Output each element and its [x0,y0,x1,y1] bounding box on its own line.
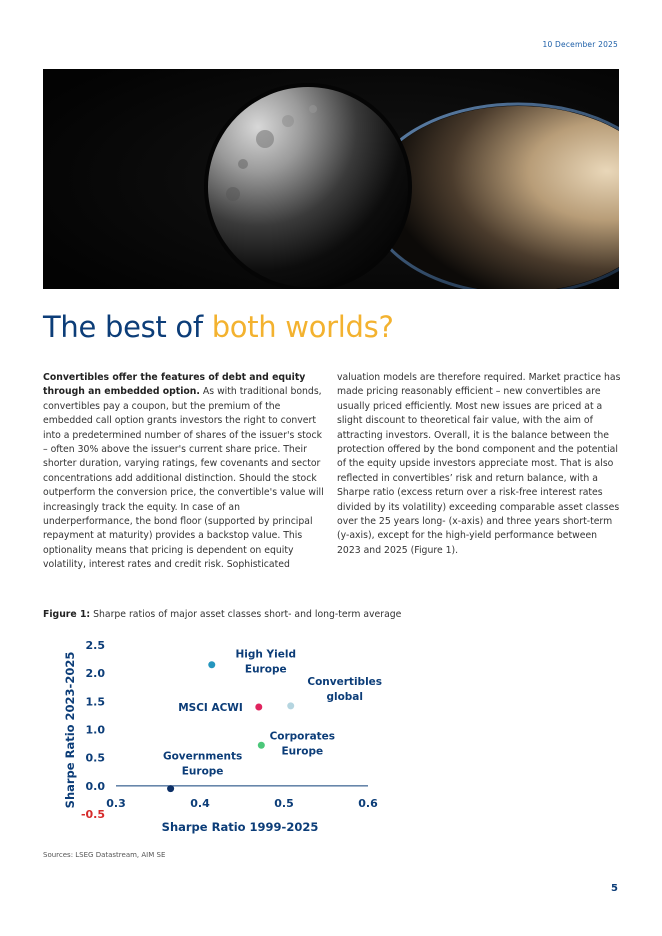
data-label: global [326,690,363,703]
data-label: Europe [244,663,287,676]
data-point-msci-acwi [255,703,262,710]
data-label: Convertibles [307,675,383,688]
x-tick-label: 0.3 [106,796,126,810]
hero-image-moon [43,69,619,289]
moon-illustration [43,69,619,289]
y-tick-label: 2.5 [85,639,105,652]
article-title [43,310,394,344]
data-point-governments-europe [167,785,174,792]
header-date: 10 December 2025 [542,40,618,49]
data-point-convertibles-global [287,702,294,709]
x-tick-label: 0.6 [358,796,378,810]
y-tick-label: 1.5 [85,695,105,709]
lead-sentence: Convertibles offer the features of debt and equity through an embedded option. [43,372,306,398]
x-tick-label: 0.4 [190,796,210,810]
data-label: Governments [162,750,243,763]
data-point-high-yield-europe [208,661,215,668]
data-point-corporates-europe [258,742,265,749]
y-tick-label: -0.5 [80,808,105,821]
data-label: Europe [281,745,324,758]
article-right-column [337,371,623,558]
y-tick-label: 1.0 [85,723,105,737]
figure-caption [43,609,401,620]
figure-sources: Sources: LSEG Datastream, AIM SE [43,851,166,859]
title-highlight: both worlds? [211,310,394,344]
page-number: 5 [611,883,618,894]
sharpe-ratio-scatter-chart [43,632,403,842]
figure-caption-text: Sharpe ratios of major asset classes short- and long-term average [90,609,402,620]
x-tick-label: 0.5 [274,796,294,810]
data-label: Corporates [269,730,336,743]
left-column-body: As with traditional bonds, convertibles pay a coupon, but the premium of the embedded call option grants investors the right to convert into a predetermined number of shares of the issuer's stock – often 30% above the issuer's current share price. Their shorter duration, varying ratings, few covenants and sector concentrations add additional distinction. Should the stock outperform the conversion price, the convertible's value will increasingly track the equity. In case of an underperformance, the bond floor (supported by principal repayment at maturity) provides a backstop value. This optionality means that pricing is dependent on equity volatility, interest rates and credit risk. Sophisticated [43,386,324,571]
y-tick-label: 0.0 [85,779,105,793]
figure-label: Figure 1: [43,609,91,620]
title-main: The best of [43,310,212,344]
y-tick-label: 0.5 [85,751,105,765]
y-axis-title: Sharpe Ratio 2023-2025 [63,651,77,809]
data-label: High Yield [235,648,297,661]
article-left-column [43,371,329,573]
right-column-body: valuation models are therefore required. Market practice has made pricing reasonably efficient – new convertibles are usually priced efficiently. Most new issues are priced at a slight discount to theoretical fair value, with the aim of attracting investors. Overall, it is the balance between the protection offered by the bond component and the potential of the equity upside investors appreciate most. That is also reflected in convertibles’ risk and return balance, with a Sharpe ratio (excess return over a risk-free interest rates divided by its volatility) exceeding comparable asset classes over the 25 years long- (x-axis) and three years short-term (y-axis), except for the high-yield performance between 2023 and 2025 (Figure 1). [337,372,621,556]
x-axis-title: Sharpe Ratio 1999-2025 [161,820,319,834]
y-tick-label: 2.0 [85,667,105,681]
data-label: MSCI ACWI [178,701,243,714]
data-label: Europe [181,765,224,778]
